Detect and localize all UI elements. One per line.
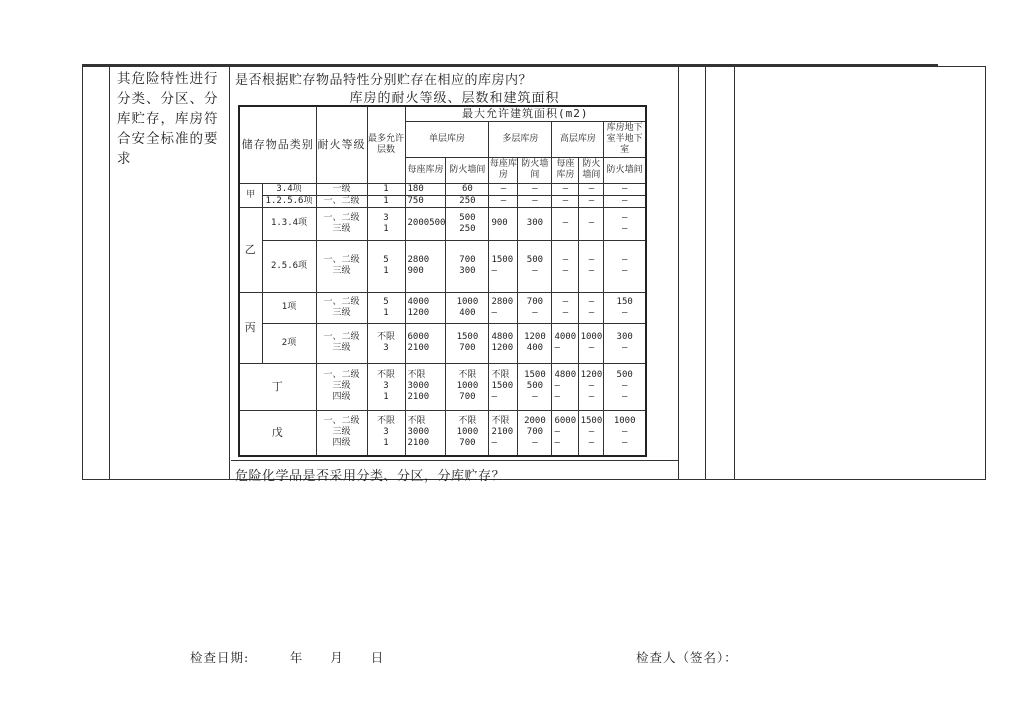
grade-cell: 一、二级 三级 四级 bbox=[316, 363, 367, 410]
grade-cell: 一级 bbox=[316, 183, 367, 195]
value-cell: — bbox=[604, 195, 646, 207]
value-cell: — bbox=[552, 183, 579, 195]
floors-cell: 不限 3 1 bbox=[367, 363, 405, 410]
value-cell: — — bbox=[579, 240, 604, 292]
value-cell: 150 — bbox=[604, 292, 646, 323]
storage-area-table bbox=[238, 105, 647, 457]
value-cell: 6000 2100 bbox=[405, 323, 446, 363]
category-ding: 丁 bbox=[239, 363, 316, 410]
table-row bbox=[239, 240, 646, 292]
category-wu: 戊 bbox=[239, 410, 316, 456]
item-cell: 3.4项 bbox=[262, 183, 316, 195]
value-cell: 不限 3000 2100 bbox=[405, 363, 446, 410]
grade-cell: 一、二级 三级 四级 bbox=[316, 410, 367, 456]
value-cell: — bbox=[604, 183, 646, 195]
table-row bbox=[239, 292, 646, 323]
table-row bbox=[239, 183, 646, 195]
value-cell: 1500 — bbox=[489, 240, 518, 292]
value-cell: 300 — bbox=[604, 323, 646, 363]
category-bing: 丙 bbox=[239, 292, 262, 363]
value-cell: 4800 1200 bbox=[489, 323, 518, 363]
value-cell: — — bbox=[552, 240, 579, 292]
header-firewall: 防火墙间 bbox=[579, 157, 604, 183]
value-cell: 900 bbox=[489, 207, 518, 240]
header-firewall: 防火墙间 bbox=[446, 157, 489, 183]
value-cell: 750 bbox=[405, 195, 446, 207]
table-caption: 库房的耐火等级、层数和建筑面积 bbox=[349, 91, 560, 106]
value-cell: 4000 1200 bbox=[405, 292, 446, 323]
value-cell: 250 bbox=[446, 195, 489, 207]
value-cell: 1000 — bbox=[579, 323, 604, 363]
inspection-item-text: 其危险特性进行分类、分区、分库贮存，库房符合安全标准的要求 bbox=[117, 71, 219, 167]
value-cell: 1500 — — bbox=[579, 410, 604, 456]
col-divider-5 bbox=[734, 67, 735, 479]
inspection-date-label: 检查日期: 年 月 日 bbox=[190, 650, 385, 665]
item-cell: 1.3.4项 bbox=[262, 207, 316, 240]
value-cell: 1200 — — bbox=[579, 363, 604, 410]
col-divider-1 bbox=[109, 67, 110, 479]
question-2: 危险化学品是否采用分类、分区，分库贮存？ bbox=[235, 469, 506, 484]
value-cell: — bbox=[552, 207, 579, 240]
value-cell: 300 bbox=[518, 207, 552, 240]
value-cell: — bbox=[552, 195, 579, 207]
value-cell: — bbox=[579, 207, 604, 240]
header-basement: 库房地下室半地下室 bbox=[604, 121, 646, 157]
value-cell: 180 bbox=[405, 183, 446, 195]
value-cell: 500 — bbox=[518, 240, 552, 292]
inspector-signature-label: 检查人（签名）： bbox=[636, 650, 738, 665]
value-cell: 700 300 bbox=[446, 240, 489, 292]
table-row bbox=[239, 323, 646, 363]
header-fire-rating: 耐火等级 bbox=[316, 106, 367, 183]
header-multi-storey: 多层库房 bbox=[489, 121, 552, 157]
item-cell: 1.2.5.6项 bbox=[262, 195, 316, 207]
value-cell: 1000 — — bbox=[604, 410, 646, 456]
value-cell: 1200 400 bbox=[518, 323, 552, 363]
value-cell: — bbox=[579, 195, 604, 207]
value-cell: 6000 — — bbox=[552, 410, 579, 456]
header-firewall: 防火墙间 bbox=[518, 157, 552, 183]
value-cell: 2800 — bbox=[489, 292, 518, 323]
table-row bbox=[239, 363, 646, 410]
value-cell: 2000500 bbox=[405, 207, 446, 240]
grade-cell: 一、二级 bbox=[316, 195, 367, 207]
value-cell: — — bbox=[604, 207, 646, 240]
category-jia: 甲 bbox=[239, 183, 262, 207]
value-cell: — — bbox=[604, 240, 646, 292]
row-separator bbox=[231, 460, 678, 461]
value-cell: 4000 — bbox=[552, 323, 579, 363]
value-cell: 不限 1000 700 bbox=[446, 363, 489, 410]
item-cell: 2.5.6项 bbox=[262, 240, 316, 292]
category-yi: 乙 bbox=[239, 207, 262, 292]
floors-cell: 1 bbox=[367, 183, 405, 195]
value-cell: 500 — — bbox=[604, 363, 646, 410]
floors-cell: 5 1 bbox=[367, 292, 405, 323]
header-max-floors: 最多允许层数 bbox=[367, 106, 405, 183]
item-cell: 1项 bbox=[262, 292, 316, 323]
header-max-area: 最大允许建筑面积(m2) bbox=[405, 106, 646, 121]
value-cell: — — bbox=[579, 292, 604, 323]
floors-cell: 5 1 bbox=[367, 240, 405, 292]
col-divider-3 bbox=[678, 67, 679, 479]
grade-cell: 一、二级 三级 bbox=[316, 207, 367, 240]
table-row bbox=[239, 207, 646, 240]
value-cell: 2800 900 bbox=[405, 240, 446, 292]
grade-cell: 一、二级 三级 bbox=[316, 240, 367, 292]
value-cell: 4800 — — bbox=[552, 363, 579, 410]
header-per-warehouse: 每座库房 bbox=[405, 157, 446, 183]
value-cell: 不限 1500 — bbox=[489, 363, 518, 410]
value-cell: 2000 700 — bbox=[518, 410, 552, 456]
grade-cell: 一、二级 三级 bbox=[316, 323, 367, 363]
floors-cell: 3 1 bbox=[367, 207, 405, 240]
header-per-warehouse: 每座库房 bbox=[489, 157, 518, 183]
col-divider-4 bbox=[705, 67, 706, 479]
header-per-warehouse: 每座库房 bbox=[552, 157, 579, 183]
value-cell: — bbox=[518, 183, 552, 195]
question-1: 是否根据贮存物品特性分别贮存在相应的库房内？ bbox=[235, 73, 533, 88]
value-cell: 1500 700 bbox=[446, 323, 489, 363]
header-firewall: 防火墙间 bbox=[604, 157, 646, 183]
header-category: 储存物品类别 bbox=[239, 106, 316, 183]
value-cell: 不限 1000 700 bbox=[446, 410, 489, 456]
floors-cell: 不限 3 bbox=[367, 323, 405, 363]
value-cell: — — bbox=[552, 292, 579, 323]
value-cell: 不限 2100 — bbox=[489, 410, 518, 456]
value-cell: — bbox=[489, 195, 518, 207]
value-cell: 60 bbox=[446, 183, 489, 195]
value-cell: 1000 400 bbox=[446, 292, 489, 323]
value-cell: — bbox=[489, 183, 518, 195]
value-cell: — bbox=[518, 195, 552, 207]
floors-cell: 1 bbox=[367, 195, 405, 207]
grade-cell: 一、二级 三级 bbox=[316, 292, 367, 323]
floors-cell: 不限 3 1 bbox=[367, 410, 405, 456]
table-row bbox=[239, 410, 646, 456]
value-cell: 1500 500 — bbox=[518, 363, 552, 410]
value-cell: 500 250 bbox=[446, 207, 489, 240]
value-cell: — bbox=[579, 183, 604, 195]
header-single-storey: 单层库房 bbox=[405, 121, 489, 157]
item-cell: 2项 bbox=[262, 323, 316, 363]
header-high-rise: 高层库房 bbox=[552, 121, 604, 157]
table-row bbox=[239, 195, 646, 207]
col-divider-2 bbox=[229, 67, 230, 479]
value-cell: 700 — bbox=[518, 292, 552, 323]
value-cell: 不限 3000 2100 bbox=[405, 410, 446, 456]
